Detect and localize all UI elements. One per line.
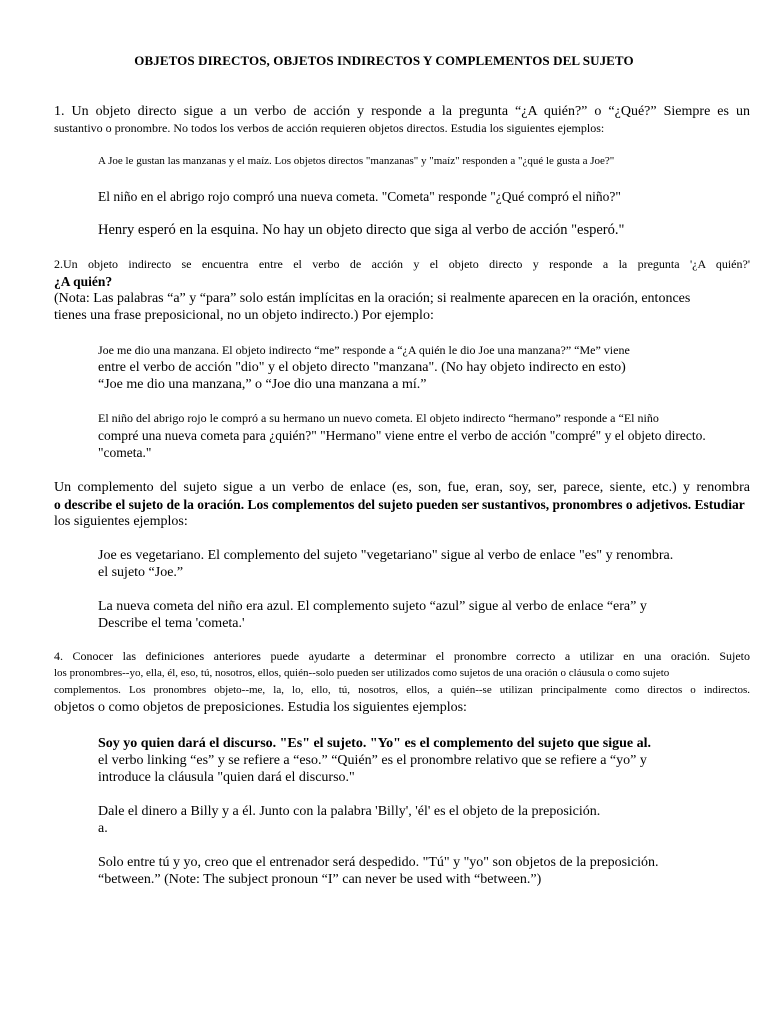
section-4-example-2: [98, 803, 750, 837]
text-line: introduce la cláusula "quien dará el discurso.": [98, 770, 355, 785]
section-3-intro: [54, 479, 750, 530]
section-2-example-1: [98, 342, 750, 393]
section-4-example-3: [98, 854, 750, 888]
text-line: los pronombres--yo, ella, él, eso, tú, nosotros, ellos, quién--solo pueden ser utilizados como sujetos de una oración o cláusula o como sujeto: [54, 667, 670, 679]
text-line: o describe el sujeto de la oración. Los complementos del sujeto pueden ser sustantivos, pronombres o adjetivos. Estudiar: [54, 497, 745, 512]
text-line: 2.Un objeto indirecto se encuentra entre el verbo de acción y el objeto directo y responde a la pregunta '¿A quién?': [54, 257, 750, 271]
text-line: objetos o como objetos de preposiciones. Estudia los siguientes ejemplos:: [54, 700, 467, 715]
text-line: los siguientes ejemplos:: [54, 514, 188, 529]
section-1-example-2: El niño en el abrigo rojo compró una nueva cometa. "Cometa" responde "¿Qué compró el niño?": [98, 189, 621, 204]
text-line: a.: [98, 821, 108, 836]
text-line: entre el verbo de acción "dio" y el objeto directo "manzana". (No hay objeto indirecto en esto): [98, 360, 626, 375]
page-title: OBJETOS DIRECTOS, OBJETOS INDIRECTOS Y COMPLEMENTOS DEL SUJETO: [134, 53, 634, 68]
section-2-example-2: [98, 410, 750, 461]
section-1-example-3: Henry esperó en la esquina. No hay un objeto directo que siga al verbo de acción "esperó.": [98, 222, 625, 238]
text-line: La nueva cometa del niño era azul. El complemento sujeto “azul” sigue al verbo de enlace “era” y: [98, 599, 647, 614]
text-line: compré una nueva cometa para ¿quién?" "Hermano" viene entre el verbo de acción "compré" y el objeto directo.: [98, 428, 706, 443]
text-line: el sujeto “Joe.”: [98, 565, 184, 580]
text-line: El niño del abrigo rojo le compró a su hermano un nuevo cometa. El objeto indirecto “hermano” responde a “El niño: [98, 411, 659, 425]
section-1-intro: [54, 103, 750, 137]
section-4-example-1: [98, 735, 750, 786]
text-line: 4. Conocer las definiciones anteriores puede ayudarte a determinar el pronombre correcto a utilizar en una oración. Sujeto: [54, 649, 750, 663]
section-1-example-1: A Joe le gustan las manzanas y el maíz. Los objetos directos "manzanas" y "maíz" responden a "¿qué le gusta a Joe?": [98, 155, 615, 167]
text-line: Un complemento del sujeto sigue a un verbo de enlace (es, son, fue, eran, soy, ser, parece, siente, etc.) y renombra: [54, 480, 750, 495]
section-2-intro: [54, 256, 750, 324]
text-line: 1. Un objeto directo sigue a un verbo de acción y responde a la pregunta “¿A quién?” o “¿Qué?” Siempre es un: [54, 104, 750, 119]
section-3-example-2: [98, 598, 750, 632]
text-line: ¿A quién?: [54, 274, 113, 289]
text-line: “between.” (Note: The subject pronoun “I” can never be used with “between.”): [98, 872, 542, 887]
text-line: complementos. Los pronombres objeto--me, la, lo, ello, tú, nosotros, ellos, a quién--se utilizan principalmente como directos o indirectos.: [54, 684, 750, 696]
text-line: "cometa.": [98, 445, 152, 460]
text-line: Solo entre tú y yo, creo que el entrenador será despedido. "Tú" y "yo" son objetos de la preposición.: [98, 855, 659, 870]
text-line: Joe me dio una manzana. El objeto indirecto “me” responde a “¿A quién le dio Joe una manzana?” “Me” viene: [98, 343, 630, 357]
section-3-example-1: [98, 547, 750, 581]
section-4-intro: [54, 648, 750, 716]
text-line: Dale el dinero a Billy y a él. Junto con la palabra 'Billy', 'él' es el objeto de la preposición.: [98, 804, 601, 819]
text-line: tienes una frase preposicional, no un objeto indirecto.) Por ejemplo:: [54, 308, 434, 323]
text-line: el verbo linking “es” y se refiere a “eso.” “Quién” es el pronombre relativo que se refiere a “yo” y: [98, 753, 647, 768]
text-line: (Nota: Las palabras “a” y “para” solo están implícitas en la oración; si realmente aparecen en la oración, entonces: [54, 291, 691, 306]
text-line: Joe es vegetariano. El complemento del sujeto "vegetariano" sigue al verbo de enlace "es" y renombra.: [98, 548, 674, 563]
text-line: Describe el tema 'cometa.': [98, 616, 245, 631]
text-line: Soy yo quien dará el discurso. "Es" el sujeto. "Yo" es el complemento del sujeto que sigue al.: [98, 736, 651, 751]
text-line: “Joe me dio una manzana,” o “Joe dio una manzana a mí.”: [98, 377, 427, 392]
text-line: sustantivo o pronombre. No todos los verbos de acción requieren objetos directos. Estudia los siguientes ejemplos:: [54, 121, 605, 135]
